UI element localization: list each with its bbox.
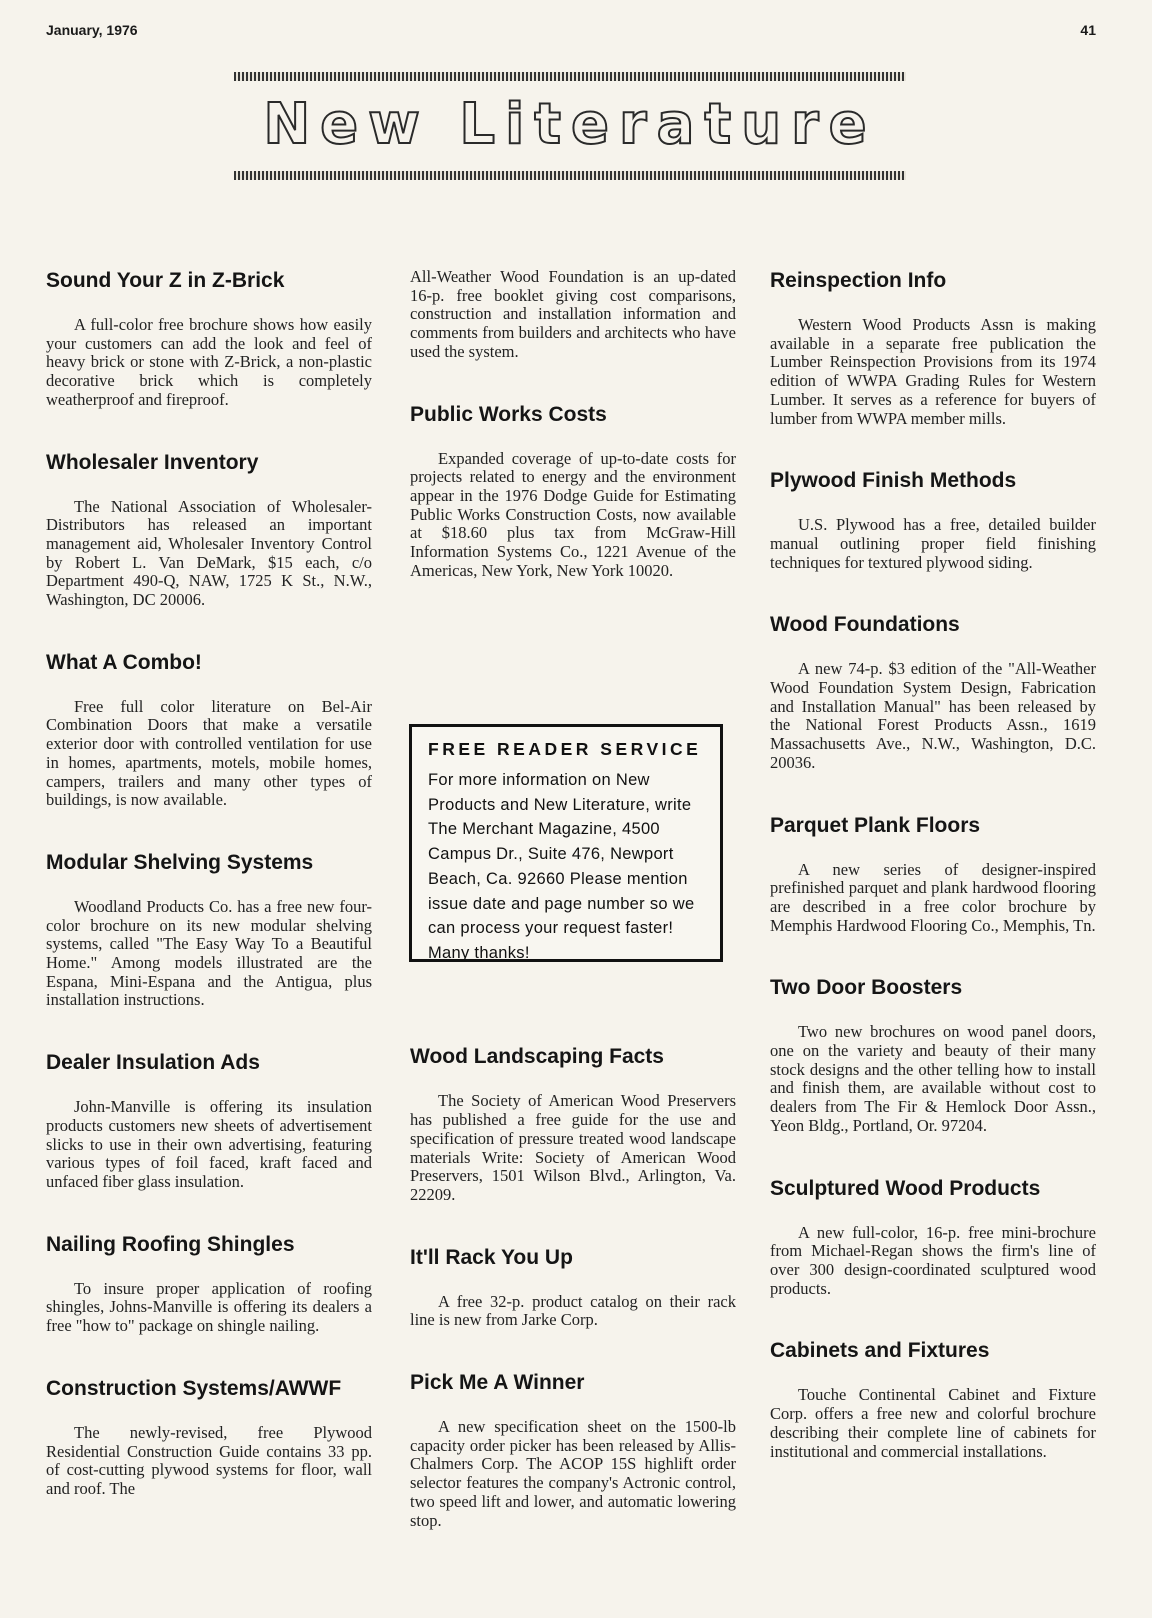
article-heading: Construction Systems/AWWF <box>46 1376 342 1400</box>
column-left <box>46 268 372 1539</box>
article-wood-foundations <box>770 612 1096 772</box>
article-body: Two new brochures on wood panel doors, one on the variety and beauty of their many stock designs and the other telling how to install and finish them, are available without cost to dealers from The Fir & Hemlock Door Assn., Yeon Bldg., Portland, Or. 97204. <box>770 1022 1096 1135</box>
article-body: John-Manville is offering its insulation products customers new sheets of advertisement slicks to use in their own advertising, featuring various types of foil faced, kraft faced and unfaced fiber glass insulation. <box>46 1097 372 1191</box>
article-sculptured-wood <box>770 1176 1096 1299</box>
article-heading: Sound Your Z in Z-Brick <box>46 269 285 292</box>
article-heading: Pick Me A Winner <box>410 1371 585 1395</box>
article-body: Woodland Products Co. has a free new four-color brochure on its new modular shelving systems, called "The Easy Way To a Beautiful Home." Among models illustrated are the Espana, Mini-Espana and the Antigua, plus installation instructions. <box>46 896 372 1010</box>
article-heading: Wood Landscaping Facts <box>410 1045 664 1069</box>
article-parquet-plank <box>770 813 1096 936</box>
article-what-a-combo <box>46 650 372 810</box>
article-heading: Modular Shelving Systems <box>46 850 314 874</box>
article-heading: Wholesaler Inventory <box>46 450 259 474</box>
article-heading: Wood Foundations <box>770 613 960 637</box>
article-body: U.S. Plywood has a free, detailed builder manual outlining proper field finishing techniques for textured plywood siding. <box>770 515 1096 572</box>
article-roofing-shingles <box>46 1232 372 1336</box>
article-construction-systems <box>46 1376 372 1499</box>
section-banner <box>234 72 906 180</box>
article-body: Free full color literature on Bel-Air Combination Doors that make a versatile exterior door with controlled ventilation for use in homes, apartments, motels, mobile homes, campers, trailers and many other types of buildings, is now available. <box>46 696 372 810</box>
article-body: Western Wood Products Assn is making available in a separate free publication the Lumber Reinspection Provisions from its 1974 edition of WWPA Grading Rules for Western Lumber. It serves as a reference for buyers of lumber from WWPA member mills. <box>770 315 1096 428</box>
page-number: 41 <box>1080 22 1096 38</box>
article-body: The newly-revised, free Plywood Residential Construction Guide contains 33 pp. of cost-cutting plywood systems for floor, wall and roof. The <box>46 1422 372 1498</box>
article-heading: Two Door Boosters <box>770 976 963 1000</box>
article-wood-landscaping <box>410 1044 736 1204</box>
column-right <box>770 268 1096 1501</box>
article-two-door-boosters <box>770 975 1096 1135</box>
article-body: A full-color free brochure shows how easily your customers can add the look and feel of heavy brick or stone with Z-Brick, a non-plastic decorative brick which is completely weatherproof and fireproof. <box>46 315 372 409</box>
article-reinspection-info <box>770 268 1096 428</box>
article-heading: Parquet Plank Floors <box>770 813 981 837</box>
article-heading: Reinspection Info <box>770 269 947 292</box>
article-z-brick <box>46 268 372 410</box>
article-plywood-finish <box>770 468 1096 572</box>
article-heading: Cabinets and Fixtures <box>770 1339 990 1363</box>
reader-service-title: FREE READER SERVICE <box>428 739 702 759</box>
banner-top-rule <box>234 72 906 81</box>
reader-service-body: For more information on New Products and New Literature, write The Merchant Magazine, 4500 Campus Dr., Suite 476, Newport Beach, Ca. 92660 Please mention issue date and page number so we can process your request faster! Many thanks! <box>428 771 695 962</box>
article-body: A new series of designer-inspired prefinished parquet and plank hardwood flooring are described in a free color brochure by Memphis Hardwood Flooring Co., Memphis, Tn. <box>770 859 1096 935</box>
article-body: A new full-color, 16-p. free mini-brochure from Michael-Regan shows the firm's line of over 300 design-coordinated sculptured wood products. <box>770 1222 1096 1298</box>
article-heading: Public Works Costs <box>410 402 607 426</box>
article-modular-shelving <box>46 850 372 1010</box>
article-wholesaler-inventory <box>46 450 372 610</box>
article-heading: Plywood Finish Methods <box>770 469 1017 493</box>
article-heading: What A Combo! <box>46 650 202 674</box>
article-body: The National Association of Wholesaler-Distributors has released an important management aid, Wholesaler Inventory Control by Robert L. Van DeMark, $15 each, c/o Department 490-Q, NAW, 1725 K St., N.W., Washington, DC 20006. <box>46 496 372 610</box>
article-dealer-insulation <box>46 1050 372 1192</box>
article-body: A new 74-p. $3 edition of the "All-Weather Wood Foundation System Design, Fabrication and Installation Manual" has been released by the National Forest Products Assn., 1619 Massachusetts Ave., N.W., Washington, D.C. 20036. <box>770 659 1096 772</box>
article-pick-me-a-winner <box>410 1370 736 1530</box>
article-body: A new specification sheet on the 1500-lb capacity order picker has been released by Allis-Chalmers Corp. The ACOP 15S highlift order selector features the company's Actronic control, two speed lift and lower, and automatic lowering stop. <box>410 1417 736 1530</box>
article-heading: Sculptured Wood Products <box>770 1176 1041 1200</box>
article-body: Touche Continental Cabinet and Fixture Corp. offers a free new and colorful brochure describing their complete line of cabinets for institutional and commercial installations. <box>770 1385 1096 1461</box>
article-heading: Nailing Roofing Shingles <box>46 1232 295 1256</box>
article-body: All-Weather Wood Foundation is an up-dated 16-p. free booklet giving cost comparisons, construction and installation information and comments from builders and architects who have used the system. <box>410 267 736 361</box>
section-title: New Literature <box>263 92 877 157</box>
article-body: To insure proper application of roofing shingles, Johns-Manville is offering its dealers a free "how to" package on shingle nailing. <box>46 1278 372 1336</box>
article-body: The Society of American Wood Preservers has published a free guide for the use and specification of pressure treated wood landscape materials Write: Society of American Wood Preservers, 1501 Wilson Blvd., Arlington, Va. 22209. <box>410 1091 736 1204</box>
banner-bottom-rule <box>234 171 906 180</box>
article-body: Expanded coverage of up-to-date costs for projects related to energy and the environment appear in the 1976 Dodge Guide for Estimating Public Works Construction Costs, now available at $18.60 plus tax from McGraw-Hill Information Systems Co., 1221 Avenue of the Americas, New York, New York 10020. <box>410 448 736 580</box>
article-heading: It'll Rack You Up <box>410 1245 573 1269</box>
article-public-works-costs <box>410 402 736 581</box>
article-rack-you-up <box>410 1245 736 1330</box>
free-reader-service-box <box>409 724 723 962</box>
issue-date: January, 1976 <box>46 22 138 38</box>
article-heading: Dealer Insulation Ads <box>46 1051 260 1075</box>
article-cabinets-fixtures <box>770 1338 1096 1461</box>
article-continuation <box>410 268 736 362</box>
article-body: A free 32-p. product catalog on their rack line is new from Jarke Corp. <box>410 1291 736 1330</box>
